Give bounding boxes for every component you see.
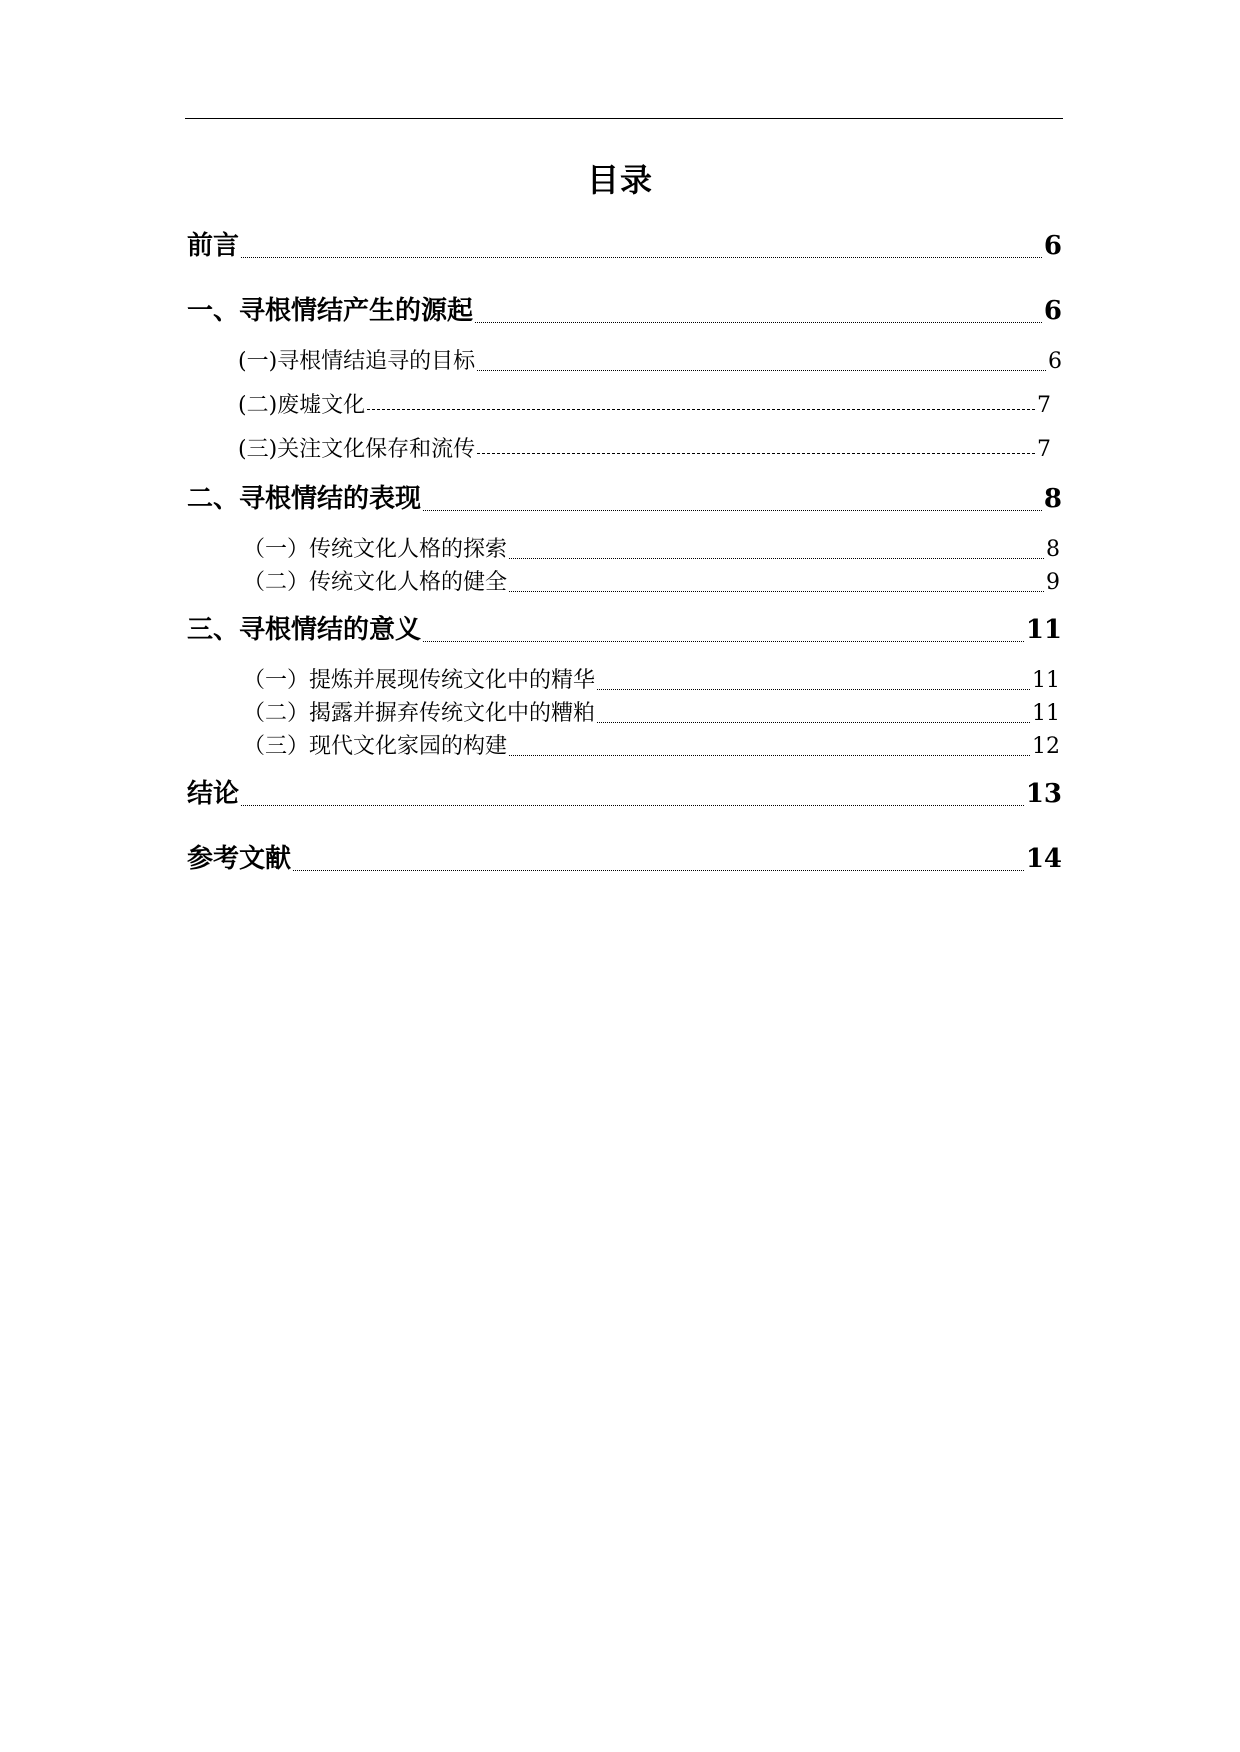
toc-entry-label: 三、寻根情结的意义	[187, 615, 422, 645]
toc-entry-section-1-1[interactable]	[238, 347, 1062, 377]
toc-entry-page: 8	[1046, 537, 1060, 562]
toc-entry-label: （一）提炼并展现传统文化中的精华	[243, 668, 596, 693]
toc-entry-label: （二）传统文化人格的健全	[243, 570, 508, 595]
toc-entry-page: 12	[1032, 734, 1060, 759]
toc-entry-section-2-1[interactable]	[243, 535, 1060, 565]
toc-entry-page: 11	[1025, 615, 1062, 645]
toc-entry-page: 9	[1046, 570, 1060, 595]
dot-leader	[509, 755, 1030, 756]
toc-entry-page: 14	[1025, 844, 1062, 874]
dot-leader	[241, 805, 1024, 806]
dot-leader	[475, 322, 1042, 323]
toc-entry-page: 6	[1048, 349, 1062, 374]
toc-entry-page: 7	[1037, 437, 1051, 462]
toc-entry-label: 一、寻根情结产生的源起	[187, 296, 474, 326]
dot-leader	[477, 370, 1046, 371]
toc-entry-page: 11	[1032, 668, 1060, 693]
toc-entry-conclusion[interactable]	[187, 776, 1062, 812]
toc-entry-page: 11	[1032, 701, 1060, 726]
toc-entry-chapter-2[interactable]	[187, 481, 1062, 517]
toc-entry-section-3-1[interactable]	[243, 666, 1060, 696]
toc-entry-page: 8	[1043, 484, 1062, 514]
header-rule	[185, 118, 1063, 119]
toc-entry-references[interactable]	[187, 841, 1062, 877]
toc-entry-label: (二)废墟文化	[238, 393, 366, 418]
dot-leader	[597, 722, 1030, 723]
dash-leader	[367, 409, 1035, 410]
toc-entry-section-3-2[interactable]	[243, 699, 1060, 729]
toc-entry-page: 6	[1043, 231, 1062, 261]
toc-title: 目录	[586, 161, 653, 199]
toc-entry-section-1-3[interactable]	[238, 435, 1051, 465]
dash-leader	[477, 453, 1035, 454]
dot-leader	[423, 641, 1024, 642]
toc-entry-label: 前言	[187, 231, 240, 261]
toc-entry-label: （三）现代文化家园的构建	[243, 734, 508, 759]
toc-entry-page: 6	[1043, 296, 1062, 326]
dot-leader	[241, 257, 1042, 258]
toc-entry-section-2-2[interactable]	[243, 568, 1060, 598]
toc-entry-preface[interactable]	[187, 228, 1062, 264]
dot-leader	[423, 510, 1042, 511]
dot-leader	[293, 870, 1024, 871]
toc-entry-label: 参考文献	[187, 844, 292, 874]
toc-entry-chapter-1[interactable]	[187, 293, 1062, 329]
toc-entry-section-1-2[interactable]	[238, 391, 1051, 421]
toc-entry-label: （一）传统文化人格的探索	[243, 537, 508, 562]
toc-entry-page: 13	[1025, 779, 1062, 809]
toc-entry-label: (一)寻根情结追寻的目标	[238, 349, 476, 374]
toc-entry-page: 7	[1037, 393, 1051, 418]
toc-entry-label: 二、寻根情结的表现	[187, 484, 422, 514]
dot-leader	[509, 591, 1044, 592]
toc-entry-label: (三)关注文化保存和流传	[238, 437, 476, 462]
toc-entry-label: （二）揭露并摒弃传统文化中的糟粕	[243, 701, 596, 726]
dot-leader	[509, 558, 1044, 559]
toc-entry-label: 结论	[187, 779, 240, 809]
toc-entry-section-3-3[interactable]	[243, 732, 1060, 762]
toc-entry-chapter-3[interactable]	[187, 612, 1062, 648]
dot-leader	[597, 689, 1030, 690]
